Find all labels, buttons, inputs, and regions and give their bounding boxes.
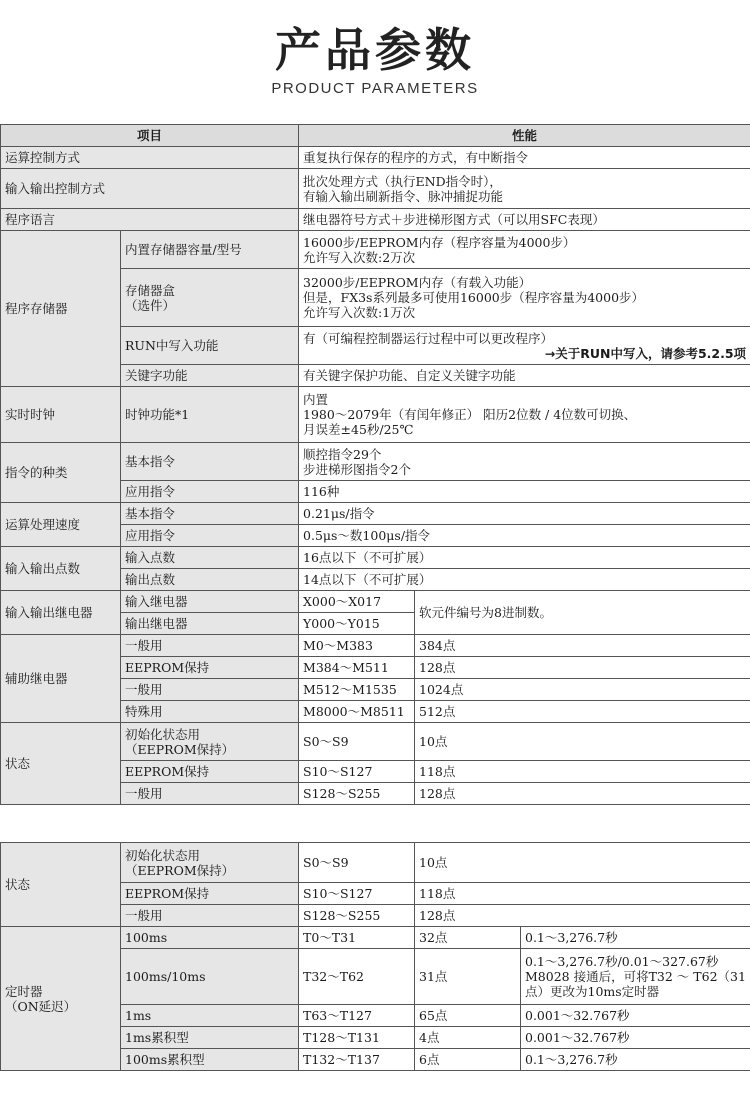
table-row: [1, 503, 750, 525]
count-cell: 118点: [415, 883, 750, 905]
range-cell: S10～S127: [299, 761, 415, 783]
header-item: 项目: [1, 125, 299, 147]
table-row: [1, 147, 750, 169]
sub-label: 初始化状态用 （EEPROM保持）: [121, 843, 299, 883]
sub-label: RUN中写入功能: [121, 327, 299, 365]
range-cell: M0～M383: [299, 635, 415, 657]
table-row: [1, 443, 750, 481]
sub-label: 输入继电器: [121, 591, 299, 613]
time-cell: 0.1～3,276.7秒/0.01～327.67秒 M8028 接通后，可将T32 ～ T62（31 点）更改为10ms定时器: [521, 949, 750, 1005]
table-row: [1, 927, 750, 949]
range-cell: T0～T31: [299, 927, 415, 949]
row-value: 内置 1980～2079年（有闰年修正） 阳历2位数 / 4位数可切换、 月误差±45秒/25℃: [299, 387, 750, 443]
range-cell: T128～T131: [299, 1027, 415, 1049]
table-row: [1, 843, 750, 883]
count-cell: 32点: [415, 927, 521, 949]
row-label: 输入输出控制方式: [1, 169, 299, 209]
row-value: 批次处理方式（执行END指令时）， 有输入输出刷新指令、脉冲捕捉功能: [299, 169, 750, 209]
sub-label: EEPROM保持: [121, 761, 299, 783]
count-cell: 128点: [415, 905, 750, 927]
row-value: 0.5μs～数100μs/指令: [299, 525, 750, 547]
range-cell: Y000～Y015: [299, 613, 415, 635]
time-cell: 0.1～3,276.7秒: [521, 1049, 750, 1071]
range-cell: M512～M1535: [299, 679, 415, 701]
range-cell: X000～X017: [299, 591, 415, 613]
sub-label: 一般用: [121, 783, 299, 805]
row-label: 实时时钟: [1, 387, 121, 443]
count-cell: 384点: [415, 635, 750, 657]
sub-label: 一般用: [121, 635, 299, 657]
table-row: [1, 231, 750, 269]
range-cell: T132～T137: [299, 1049, 415, 1071]
sub-label: 100ms累积型: [121, 1049, 299, 1071]
parameters-table: [0, 124, 750, 805]
note-cell: 软元件编号为8进制数。: [415, 591, 750, 635]
sub-label: 基本指令: [121, 503, 299, 525]
count-cell: 128点: [415, 783, 750, 805]
row-value: 继电器符号方式＋步进梯形图方式（可以用SFC表现）: [299, 209, 750, 231]
count-cell: 128点: [415, 657, 750, 679]
sub-label: 初始化状态用 （EEPROM保持）: [121, 723, 299, 761]
time-cell: 0.001～32.767秒: [521, 1027, 750, 1049]
table-row: [1, 723, 750, 761]
sub-label: 应用指令: [121, 481, 299, 503]
range-cell: S0～S9: [299, 843, 415, 883]
range-cell: T63～T127: [299, 1005, 415, 1027]
row-label: 辅助继电器: [1, 635, 121, 723]
range-cell: S10～S127: [299, 883, 415, 905]
table-row: [1, 209, 750, 231]
sub-label: 基本指令: [121, 443, 299, 481]
row-value: 14点以下（不可扩展）: [299, 569, 750, 591]
sub-label: 时钟功能*1: [121, 387, 299, 443]
sub-label: 输入点数: [121, 547, 299, 569]
count-cell: 31点: [415, 949, 521, 1005]
table-row: [1, 635, 750, 657]
time-cell: 0.1～3,276.7秒: [521, 927, 750, 949]
sub-label: 关键字功能: [121, 365, 299, 387]
row-value: 116种: [299, 481, 750, 503]
row-label: 运算控制方式: [1, 147, 299, 169]
sub-label: 输出点数: [121, 569, 299, 591]
row-label: 定时器 （ON延迟）: [1, 927, 121, 1071]
row-label: 程序存储器: [1, 231, 121, 387]
sub-label: 输出继电器: [121, 613, 299, 635]
range-cell: S128～S255: [299, 905, 415, 927]
sub-label: 一般用: [121, 679, 299, 701]
sub-label: 一般用: [121, 905, 299, 927]
sub-label: 100ms/10ms: [121, 949, 299, 1005]
count-cell: 6点: [415, 1049, 521, 1071]
table-row: [1, 547, 750, 569]
sub-label: 存储器盒 （选件）: [121, 269, 299, 327]
sub-label: 100ms: [121, 927, 299, 949]
header-performance: 性能: [299, 125, 750, 147]
time-cell: 0.001～32.767秒: [521, 1005, 750, 1027]
sub-label: 1ms: [121, 1005, 299, 1027]
row-label: 输入输出点数: [1, 547, 121, 591]
range-cell: S0～S9: [299, 723, 415, 761]
table-row: [1, 387, 750, 443]
range-cell: T32～T62: [299, 949, 415, 1005]
sub-label: EEPROM保持: [121, 657, 299, 679]
row-value: 16点以下（不可扩展）: [299, 547, 750, 569]
row-value: 16000步/EEPROM内存（程序容量为4000步） 允许写入次数:2万次: [299, 231, 750, 269]
row-value: 有关键字保护功能、自定义关键字功能: [299, 365, 750, 387]
sub-label: 内置存储器容量/型号: [121, 231, 299, 269]
row-value: 32000步/EEPROM内存（有载入功能） 但是，FX3s系列最多可使用16000步（程序容量为4000步） 允许写入次数:1万次: [299, 269, 750, 327]
count-cell: 10点: [415, 723, 750, 761]
sub-label: 1ms累积型: [121, 1027, 299, 1049]
range-cell: S128～S255: [299, 783, 415, 805]
row-value: 重复执行保存的程序的方式，有中断指令: [299, 147, 750, 169]
count-cell: 65点: [415, 1005, 521, 1027]
row-label: 运算处理速度: [1, 503, 121, 547]
table-header: [1, 125, 750, 147]
sub-label: EEPROM保持: [121, 883, 299, 905]
count-cell: 4点: [415, 1027, 521, 1049]
table-row: [1, 591, 750, 613]
row-label: 指令的种类: [1, 443, 121, 503]
table-row: [1, 169, 750, 209]
count-cell: 1024点: [415, 679, 750, 701]
row-value: 顺控指令29个 步进梯形图指令2个: [299, 443, 750, 481]
page-subtitle: PRODUCT PARAMETERS: [271, 80, 479, 97]
row-label: 状态: [1, 843, 121, 927]
count-cell: 10点: [415, 843, 750, 883]
count-cell: 118点: [415, 761, 750, 783]
sub-label: 特殊用: [121, 701, 299, 723]
row-label: 程序语言: [1, 209, 299, 231]
range-cell: M8000～M8511: [299, 701, 415, 723]
range-cell: M384～M511: [299, 657, 415, 679]
parameters-table-continued: [0, 842, 750, 1071]
row-label: 状态: [1, 723, 121, 805]
sub-label: 应用指令: [121, 525, 299, 547]
row-value: 0.21μs/指令: [299, 503, 750, 525]
page-title: 产品参数: [275, 23, 475, 77]
row-value: 有（可编程控制器运行过程中可以更改程序） →关于RUN中写入，请参考5.2.5项: [299, 327, 750, 365]
count-cell: 512点: [415, 701, 750, 723]
row-label: 输入输出继电器: [1, 591, 121, 635]
